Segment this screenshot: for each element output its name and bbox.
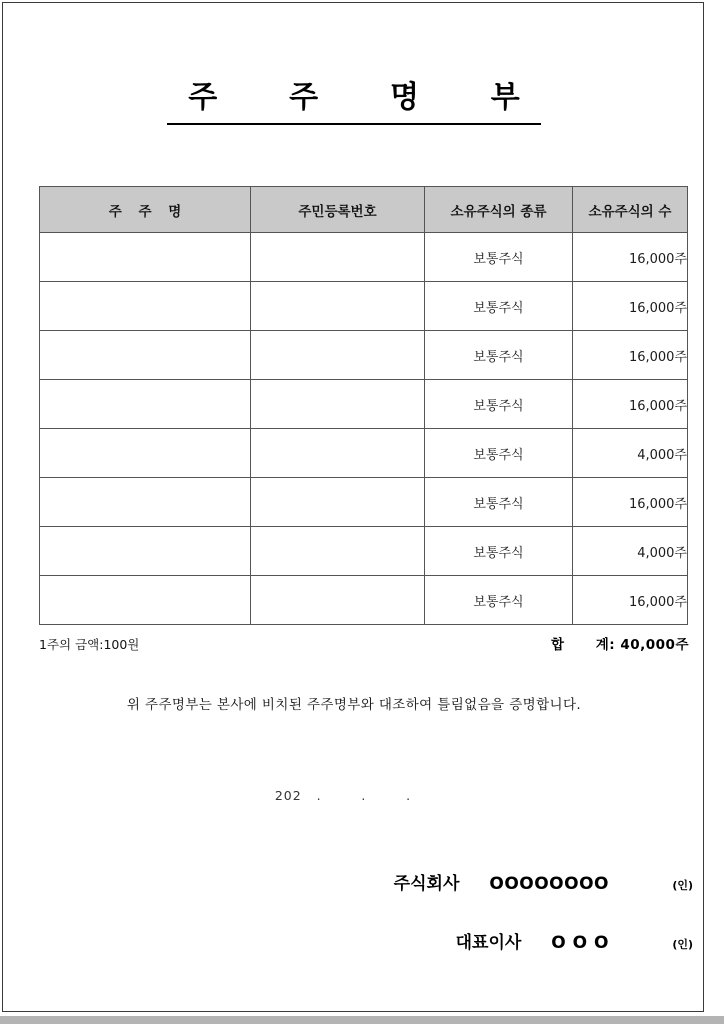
cell-shareholder-name[interactable] — [40, 233, 251, 282]
shareholder-table — [39, 186, 688, 625]
cell-resident-registration-number[interactable] — [251, 233, 425, 282]
cell-resident-registration-number[interactable] — [251, 429, 425, 478]
company-seal-mark: (인) — [672, 879, 693, 892]
column-header-share-type: 소유주식의 종류 — [425, 187, 573, 233]
cell-shareholder-name[interactable] — [40, 380, 251, 429]
table-row — [40, 429, 688, 478]
cell-share-type: 보통주식 — [425, 380, 573, 429]
cell-share-count: 4,000주 — [573, 527, 688, 576]
table-body — [40, 233, 688, 625]
signature-row-company — [3, 869, 705, 894]
document-page — [2, 2, 704, 1012]
cell-shareholder-name[interactable] — [40, 478, 251, 527]
cell-share-count: 16,000주 — [573, 576, 688, 625]
cell-resident-registration-number[interactable] — [251, 527, 425, 576]
cell-share-type: 보통주식 — [425, 429, 573, 478]
cell-share-type: 보통주식 — [425, 527, 573, 576]
certification-statement: 위 주주명부는 본사에 비치된 주주명부와 대조하여 틀림없음을 증명합니다. — [126, 697, 582, 713]
page-title: 주 주 명 부 — [167, 81, 541, 125]
cell-share-count: 4,000주 — [573, 429, 688, 478]
table-row — [40, 331, 688, 380]
signature-row-representative — [3, 928, 705, 953]
cell-resident-registration-number[interactable] — [251, 282, 425, 331]
table-row — [40, 380, 688, 429]
cell-shareholder-name[interactable] — [40, 429, 251, 478]
table-row — [40, 527, 688, 576]
column-header-share-count: 소유주식의 수 — [573, 187, 688, 233]
table-header-row — [40, 187, 688, 233]
cell-shareholder-name[interactable] — [40, 527, 251, 576]
cell-shareholder-name[interactable] — [40, 576, 251, 625]
cell-share-count: 16,000주 — [573, 478, 688, 527]
cell-share-type: 보통주식 — [425, 331, 573, 380]
table-header — [40, 187, 688, 233]
table-row — [40, 576, 688, 625]
cell-resident-registration-number[interactable] — [251, 331, 425, 380]
cell-share-count: 16,000주 — [573, 282, 688, 331]
cell-share-type: 보통주식 — [425, 233, 573, 282]
column-header-shareholder-name: 주 주 명 — [40, 187, 251, 233]
column-header-resident-registration-number: 주민등록번호 — [251, 187, 425, 233]
representative-label: 대표이사 — [455, 933, 522, 953]
table-row — [40, 478, 688, 527]
cell-shareholder-name[interactable] — [40, 282, 251, 331]
cell-resident-registration-number[interactable] — [251, 576, 425, 625]
cell-resident-registration-number[interactable] — [251, 380, 425, 429]
representative-name-value: O O O — [551, 933, 609, 953]
table-row — [40, 233, 688, 282]
cell-share-type: 보통주식 — [425, 478, 573, 527]
signature-block — [3, 869, 705, 987]
table-footer-notes — [39, 633, 689, 653]
cell-share-type: 보통주식 — [425, 576, 573, 625]
table-row — [40, 282, 688, 331]
cell-share-count: 16,000주 — [573, 380, 688, 429]
page-title-container — [3, 81, 705, 125]
representative-seal-mark: (인) — [672, 938, 693, 951]
cell-shareholder-name[interactable] — [40, 331, 251, 380]
cell-share-count: 16,000주 — [573, 233, 688, 282]
company-label: 주식회사 — [393, 874, 460, 894]
date-line: 202 . . . — [274, 788, 412, 803]
par-value-note: 1주의 금액:100원 — [39, 637, 140, 652]
cell-share-count: 16,000주 — [573, 331, 688, 380]
total-shares-note: 합 계: 40,000주 — [550, 637, 689, 653]
cell-resident-registration-number[interactable] — [251, 478, 425, 527]
page-bottom-shadow — [0, 1016, 724, 1024]
company-name-value: OOOOOOOO — [489, 874, 609, 894]
cell-share-type: 보통주식 — [425, 282, 573, 331]
